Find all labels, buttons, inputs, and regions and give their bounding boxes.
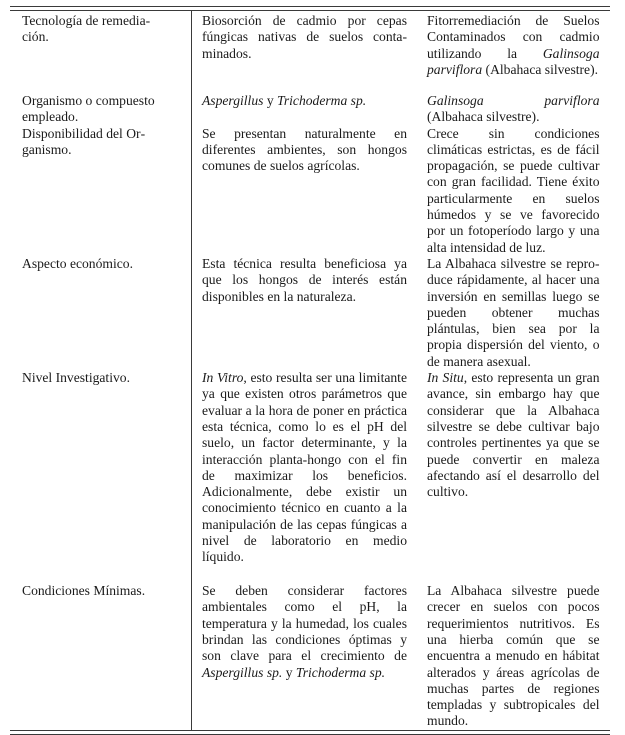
- biosorcion-text: [202, 93, 407, 109]
- biosorcion-cell: [192, 370, 418, 583]
- biosorcion-cell: [192, 11, 418, 93]
- text-run: y: [282, 664, 296, 680]
- biosorcion-text: [202, 370, 407, 566]
- row-label-cell: [10, 11, 192, 93]
- row-label: Nivel Investigativo.: [22, 370, 130, 386]
- biosorcion-text: [202, 256, 407, 305]
- fitorremediacion-text: [427, 256, 600, 370]
- fitorremediacion-cell: [417, 11, 610, 93]
- fitorremediacion-text: [427, 126, 600, 256]
- fitorremediacion-text: [427, 583, 600, 730]
- table-body: [10, 11, 610, 730]
- fitorremediacion-text: [427, 13, 600, 78]
- row-label: Condiciones Mínimas.: [22, 583, 146, 599]
- fitorremediacion-cell: [417, 370, 610, 583]
- row-label: Aspecto económico.: [22, 255, 133, 271]
- biosorcion-cell: [192, 126, 418, 256]
- text-run: Esta técnica resulta beneficiosa ya que los hongos de interés están disponibles en la naturaleza.: [202, 255, 407, 304]
- row-label-cell: [10, 126, 192, 256]
- text-run: (Albahaca silvestre).: [482, 61, 599, 77]
- fitorremediacion-cell: [417, 93, 610, 126]
- row-label-cell: [10, 370, 192, 583]
- row-label-cell: [10, 93, 192, 126]
- biosorcion-cell: [192, 93, 418, 126]
- text-run: , esto resulta ser una limitante ya que existen otros parámetros que evaluar a la hora de poner en práctica esta técnica, como lo es el pH del suelo, un factor determinante, y la interacción planta-hongo con el fin de maximizar los beneficios. Adicionalmente, debe existir un conocimiento técnico en cuanto a la manipulación de las cepas fúngicas a nivel de laboratorio en medio líquido.: [202, 370, 407, 565]
- text-run: (Albahaca silvestre).: [427, 109, 540, 125]
- text-run: Fitorremediación de Suelos Contaminados con cadmio utilizando la: [427, 13, 600, 61]
- text-run: Se presentan naturalmente en diferentes ambientes, son hongos comunes de suelos agrícolas.: [202, 125, 407, 174]
- row-label: Disponibilidad del Organismo.: [22, 125, 146, 157]
- bottom-rule: [10, 730, 610, 731]
- row-label: Organismo o compuesto empleado.: [22, 93, 155, 125]
- text-run: Se deben considerar factores ambientales como el pH, la temperatura y la humedad, los cuales brindan las condiciones óptimas y son clave para el crecimiento de: [202, 583, 407, 664]
- table-row: [10, 126, 610, 256]
- italic-term: In Situ: [427, 370, 464, 386]
- fitorremediacion-text: [427, 370, 600, 500]
- italic-term: Galinsoga parviflora: [427, 93, 600, 108]
- text-run: Crece sin condiciones climáticas estrictas, es de fácil propagación, se puede cultivar con gran facilidad. Tiene éxito particularmente en suelos húmedos y se ve favorecido por un fotoperíodo largo y una alta intensidad de luz.: [427, 125, 600, 255]
- text-run: y: [263, 93, 278, 108]
- table-row: [10, 370, 610, 583]
- row-label: Tecnología de remediación.: [22, 13, 151, 45]
- italic-term: Galinsoga parviflora: [427, 45, 600, 77]
- fitorremediacion-text: [427, 93, 600, 126]
- biosorcion-cell: [192, 256, 418, 370]
- row-label-cell: [10, 583, 192, 730]
- biosorcion-cell: [192, 583, 418, 730]
- biosorcion-text: [202, 13, 407, 62]
- italic-term: Aspergillus sp.: [202, 664, 283, 680]
- table-row: [10, 11, 610, 93]
- fitorremediacion-cell: [417, 583, 610, 730]
- italic-term: Trichoderma sp.: [295, 664, 386, 680]
- table-row: [10, 583, 610, 730]
- text-run: , esto representa un gran avance, sin embargo hay que considerar que la Albahaca silvestre se debe cultivar bajo controles pertinentes ya que se puede convertir en maleza afectando así el desarrollo del cultivo.: [427, 370, 600, 500]
- italic-term: Trichoderma sp.: [277, 93, 367, 108]
- row-label-cell: [10, 256, 192, 370]
- fitorremediacion-cell: [417, 126, 610, 256]
- table-row: [10, 93, 610, 126]
- comparison-table: [10, 6, 610, 735]
- biosorcion-text: [202, 583, 407, 681]
- text-run: La Albahaca silvestre puede crecer en suelos con pocos requerimientos nutritivos. Es una hierba común que se encuentra a menudo en hábitat alterados y áreas agrícolas de muchas partes de regiones templadas y subtropicales del mundo.: [427, 583, 600, 729]
- text-run: La Albahaca silvestre se reproduce rápidamente, al hacer una inversión en semillas luego se pueden obtener muchas plántulas, bien sea por la propia dispersión del viento, o de manera asexual.: [427, 255, 600, 369]
- fitorremediacion-cell: [417, 256, 610, 370]
- text-run: Biosorción de cadmio por cepas fúngicas nativas de suelos contaminados.: [202, 13, 407, 61]
- biosorcion-text: [202, 126, 407, 175]
- top-rule: [10, 6, 610, 7]
- italic-term: In Vitro: [202, 370, 244, 386]
- italic-term: Aspergillus: [202, 93, 264, 108]
- table-row: [10, 256, 610, 370]
